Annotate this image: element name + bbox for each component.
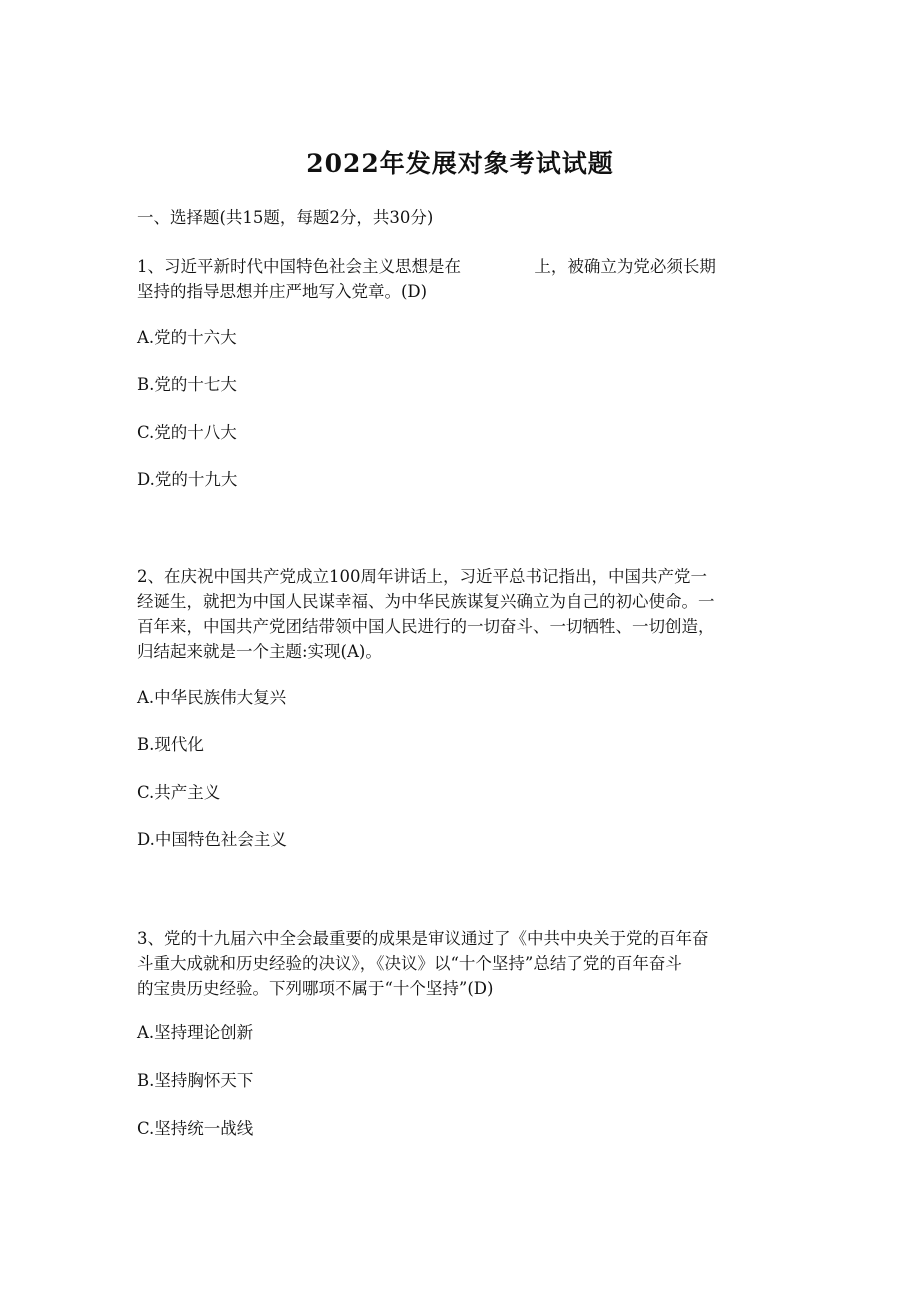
question-2-option-c: C.共产主义 xyxy=(137,783,221,802)
question-1-option-c: C.党的十八大 xyxy=(137,423,237,442)
question-2-stem-line: 归结起来就是一个主题:实现(A)。 xyxy=(137,642,382,661)
question-2-option-a: A.中华民族伟大复兴 xyxy=(137,688,287,707)
question-1-option-b: B.党的十七大 xyxy=(137,375,237,394)
question-2-stem-line: 百年来，中国共产党团结带领中国人民进行的一切奋斗、一切牺牲、一切创造， xyxy=(137,617,715,636)
question-2-option-d: D.中国特色社会主义 xyxy=(137,830,287,849)
question-1-option-a: A.党的十六大 xyxy=(137,328,237,347)
question-1-stem-line: 1、习近平新时代中国特色社会主义思想是在 上，被确立为党必须长期 xyxy=(137,257,716,276)
question-3-stem-line: 斗重大成就和历史经验的决议》，《决议》以“十个坚持”总结了党的百年奋斗 xyxy=(137,954,682,973)
question-2-stem-line: 2、在庆祝中国共产党成立100周年讲话上，习近平总书记指出，中国共产党一 xyxy=(137,567,707,586)
question-3-option-c: C.坚持统一战线 xyxy=(137,1119,254,1138)
question-3-option-b: B.坚持胸怀天下 xyxy=(137,1071,254,1090)
question-3-stem-line: 的宝贵历史经验。下列哪项不属于“十个坚持”(D) xyxy=(137,979,494,998)
question-1-stem-line: 坚持的指导思想并庄严地写入党章。(D) xyxy=(137,282,428,301)
question-2-stem-line: 经诞生，就把为中国人民谋幸福、为中华民族谋复兴确立为自己的初心使命。一 xyxy=(137,592,715,611)
section-heading: 一、选择题(共15题，每题2分，共30分) xyxy=(137,208,434,227)
question-2-option-b: B.现代化 xyxy=(137,735,204,754)
document-title: 2022年发展对象考试试题 xyxy=(306,149,614,178)
question-3-stem-line: 3、党的十九届六中全会最重要的成果是审议通过了《中共中央关于党的百年奋 xyxy=(137,929,709,948)
question-1-stem xyxy=(137,254,802,304)
question-2-stem xyxy=(137,564,802,664)
question-3-stem xyxy=(137,926,802,1001)
question-1-option-d: D.党的十九大 xyxy=(137,470,238,489)
question-3-option-a: A.坚持理论创新 xyxy=(137,1023,254,1042)
